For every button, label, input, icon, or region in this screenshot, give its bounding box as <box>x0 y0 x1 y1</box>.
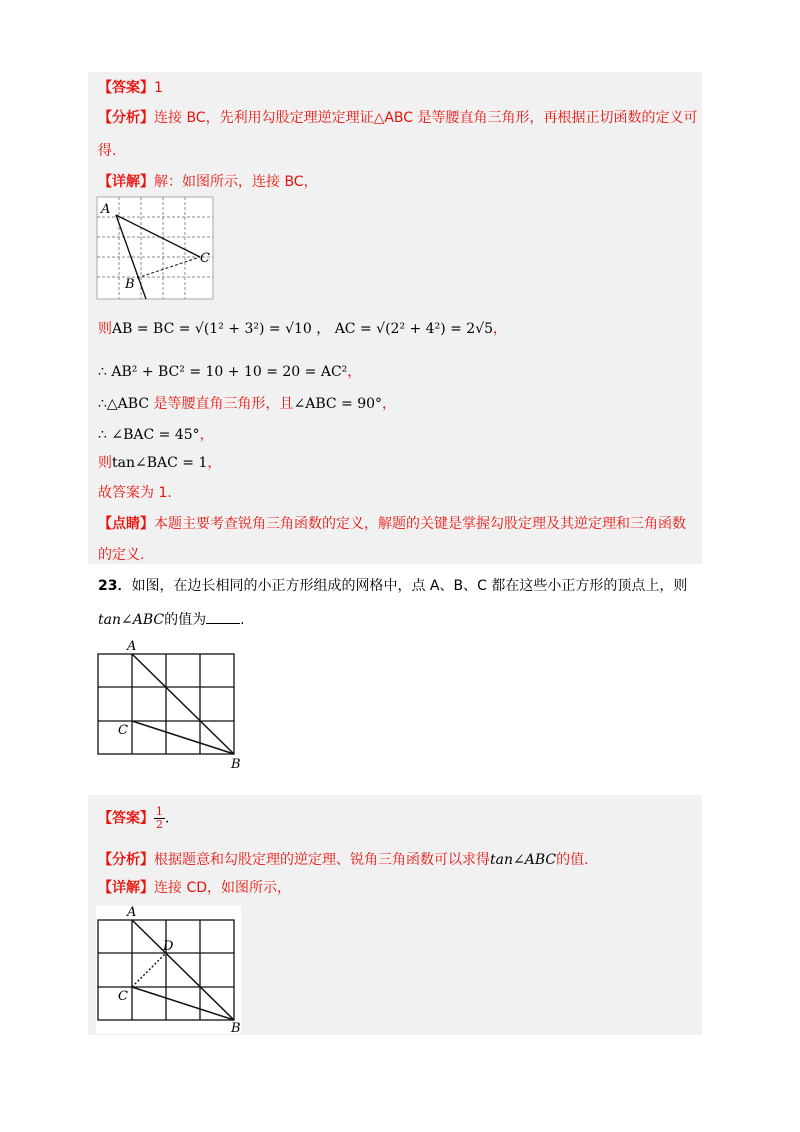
step-5-prefix: 则 <box>98 455 112 471</box>
answer-fraction <box>154 806 165 831</box>
step-5 <box>98 453 221 473</box>
step-2 <box>98 362 361 382</box>
analysis-math-2: tan∠ABC <box>490 852 557 868</box>
answer-tag: 【答案】 <box>98 80 154 96</box>
question-23-line-2 <box>98 609 245 630</box>
answer-tag-2: 【答案】 <box>98 810 154 827</box>
label-a: A <box>101 202 111 217</box>
step-4-suffix: ， <box>199 427 214 443</box>
detail-text: 解：如图所示，连接 BC， <box>154 174 318 190</box>
figure-1 <box>96 196 214 300</box>
label-b: B <box>231 1021 241 1034</box>
step-2-suffix: ， <box>347 364 362 380</box>
label-b: B <box>125 277 135 292</box>
detail-line-2 <box>98 878 291 898</box>
question-number: 23． <box>98 578 132 594</box>
step-2-math: ∴ AB² + BC² = 10 + 10 = 20 = AC² <box>98 364 348 380</box>
step-1-prefix: 则 <box>98 321 112 337</box>
answer-line <box>98 78 163 98</box>
step-4 <box>98 425 214 445</box>
answer-line-2 <box>98 806 169 831</box>
analysis-text-cont: 得. <box>98 143 117 159</box>
question-end: . <box>240 612 245 628</box>
step-1 <box>98 319 507 339</box>
comment-tag: 【点睛】 <box>98 516 154 532</box>
analysis-text-2: 根据题意和勾股定理的逆定理、锐角三角函数可以求得 <box>154 852 490 868</box>
fraction-denominator: 2 <box>156 818 163 831</box>
figure-3 <box>96 906 246 1034</box>
step-4-math: ∴ ∠BAC = 45° <box>98 427 200 443</box>
segment-ab <box>132 654 234 754</box>
step-3-math: ∠ABC = 90° <box>293 396 383 412</box>
detail-text-2: 连接 CD，如图所示， <box>154 880 292 896</box>
label-a: A <box>127 639 137 654</box>
question-text-2: 的值为 <box>164 612 207 628</box>
figure-2 <box>96 638 246 772</box>
step-1-math: AB = BC = √(1² + 3²) = √10 ， AC = √(2² + 4²) = 2√5 <box>112 321 494 337</box>
conclusion <box>98 483 172 503</box>
fraction-numerator: 1 <box>156 805 163 818</box>
conclusion-text: 故答案为 1. <box>98 485 172 501</box>
label-c: C <box>200 251 210 266</box>
label-c: C <box>118 723 128 738</box>
label-c: C <box>118 989 128 1004</box>
analysis-line-b2 <box>98 850 589 870</box>
step-1-suffix: ， <box>493 321 508 337</box>
step-3-prefix: ∴△ABC <box>98 396 150 412</box>
comment-line-1 <box>98 514 686 534</box>
question-23-line-1 <box>98 576 687 596</box>
analysis-tag-2: 【分析】 <box>98 852 154 868</box>
detail-tag: 【详解】 <box>98 174 154 190</box>
answer-blank <box>206 609 240 624</box>
comment-text-cont: 的定义. <box>98 547 145 563</box>
step-3-text: 是等腰直角三角形，且 <box>149 396 294 412</box>
step-3 <box>98 394 396 414</box>
label-b: B <box>231 757 241 772</box>
analysis-tag: 【分析】 <box>98 110 154 126</box>
analysis-line-2 <box>98 141 116 161</box>
analysis-end-2: 的值. <box>556 852 589 868</box>
label-d: D <box>163 939 174 954</box>
comment-line-2 <box>98 545 144 565</box>
step-5-suffix: ， <box>207 455 222 471</box>
segment-cb <box>132 721 234 754</box>
step-5-math: tan∠BAC = 1 <box>112 455 208 471</box>
comment-text: 本题主要考查锐角三角函数的定义，解题的关键是掌握勾股定理及其逆定理和三角函数 <box>154 516 686 532</box>
detail-tag-2: 【详解】 <box>98 880 154 896</box>
answer-end: . <box>165 810 170 827</box>
question-math: tan∠ABC <box>98 612 165 628</box>
label-a: A <box>127 906 137 920</box>
question-text: 如图，在边长相同的小正方形组成的网格中，点 A、B、C 都在这些小正方形的顶点上，则 <box>131 578 688 594</box>
detail-line <box>98 172 318 192</box>
analysis-line-1 <box>98 108 698 128</box>
step-3-suffix: ， <box>382 396 397 412</box>
analysis-text: 连接 BC，先利用勾股定理逆定理证△ABC 是等腰直角三角形，再根据正切函数的定义可 <box>154 110 698 126</box>
answer-value: 1 <box>154 80 163 96</box>
answer-block-1 <box>88 72 702 564</box>
